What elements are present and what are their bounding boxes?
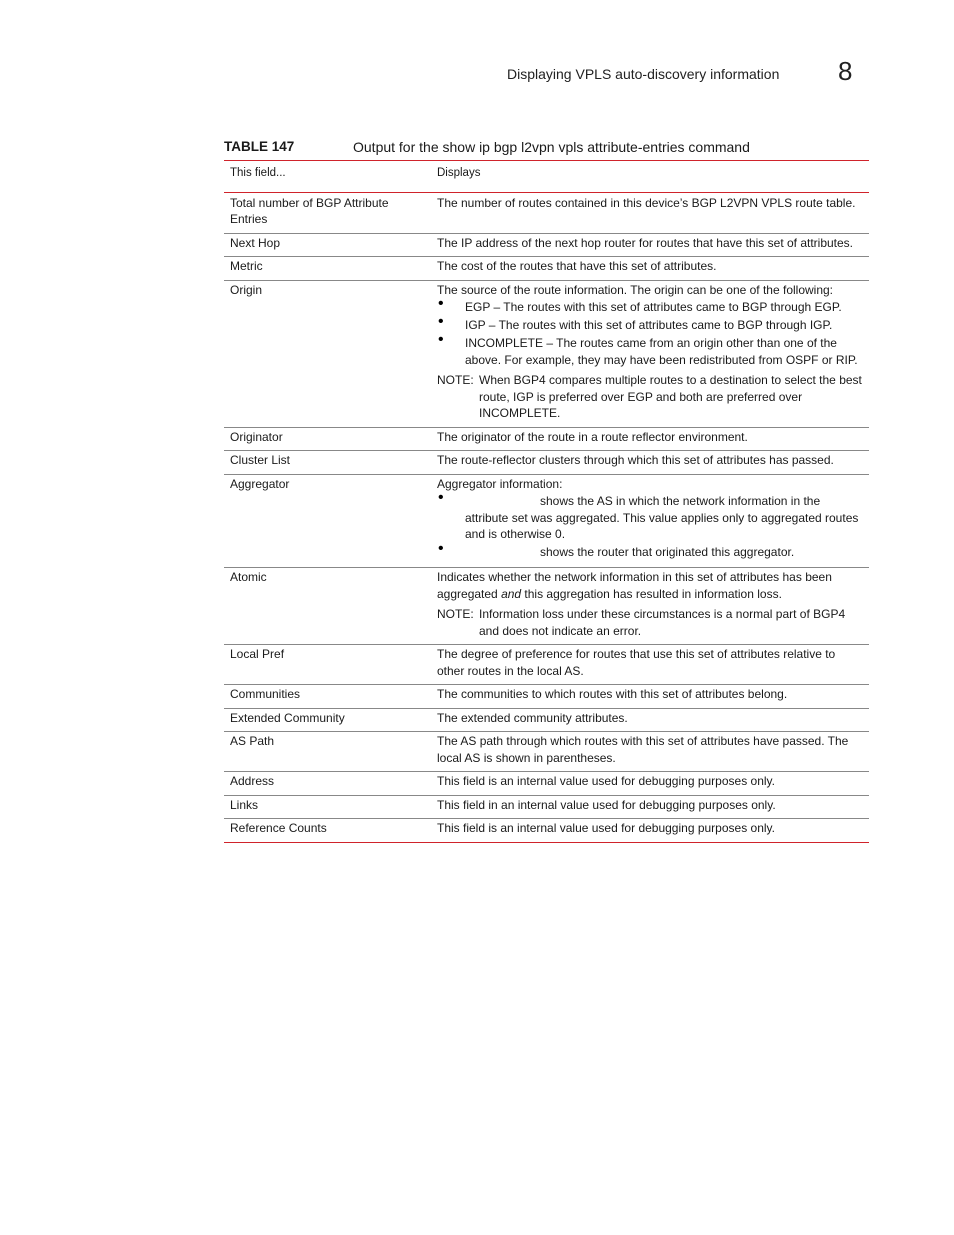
table-row <box>224 451 869 475</box>
column-header-displays: Displays <box>431 161 869 193</box>
table-row <box>224 819 869 843</box>
table-row <box>224 685 869 709</box>
field-name: Metric <box>224 257 431 281</box>
field-name: Aggregator <box>224 474 431 568</box>
reference-table <box>224 160 869 843</box>
list-item: • INCOMPLETE – The routes came from an origin other than one of the above. For example, they may have been redistributed from OSPF or RIP. <box>437 335 863 368</box>
note-text: Information loss under these circumstances is a normal part of BGP4 and does not indicate an error. <box>479 607 846 638</box>
field-name: Next Hop <box>224 233 431 257</box>
origin-intro: The source of the route information. The origin can be one of the following: <box>437 282 834 297</box>
field-description: This field in an internal value used for debugging purposes only. <box>431 795 869 819</box>
table-row <box>224 772 869 796</box>
field-name: Atomic <box>224 568 431 645</box>
field-name: Originator <box>224 427 431 451</box>
list-item <box>437 544 863 561</box>
field-name: Extended Community <box>224 708 431 732</box>
field-name: Links <box>224 795 431 819</box>
aggregator-intro: Aggregator information: <box>437 476 563 491</box>
column-header-field: This field... <box>224 161 431 193</box>
field-description-aggregator <box>431 474 869 568</box>
table-row <box>224 280 869 427</box>
field-description: This field is an internal value used for debugging purposes only. <box>437 821 775 835</box>
desc-emphasis: and <box>501 586 522 601</box>
list-item: • IGP – The routes with this set of attributes came to BGP through IGP. <box>437 317 863 334</box>
table-row <box>224 257 869 281</box>
field-description: The originator of the route in a route reflector environment. <box>431 427 869 451</box>
field-description-origin <box>431 280 869 427</box>
field-name: Origin <box>224 280 431 427</box>
aggregator-list <box>437 493 863 561</box>
note-text: When BGP4 compares multiple routes to a destination to select the best route, IGP is preferred over EGP and both are preferred over INCOMPLETE. <box>479 373 862 420</box>
field-name: Reference Counts <box>230 821 327 835</box>
list-item-text: shows the AS in which the network information in the attribute set was aggregated. This value applies only to aggregated routes and is otherwise 0. <box>465 494 859 541</box>
field-description-atomic <box>431 568 869 645</box>
table-row <box>224 568 869 645</box>
field-name: Address <box>224 772 431 796</box>
field-description: The degree of preference for routes that use this set of attributes relative to other routes in the local AS. <box>431 645 869 685</box>
field-description: The extended community attributes. <box>431 708 869 732</box>
desc-part: this aggregation has resulted in information loss. <box>521 586 782 601</box>
field-name: Cluster List <box>224 451 431 475</box>
note-label: NOTE: <box>437 373 474 387</box>
chapter-number: 8 <box>838 56 853 86</box>
field-description: This field is an internal value used for debugging purposes only. <box>431 772 869 796</box>
desc-part: Indicates whether the network information in this set of attributes has been aggregated <box>437 570 832 601</box>
table-row <box>224 732 869 772</box>
field-name: Total number of BGP Attribute Entries <box>224 192 431 233</box>
field-description: The cost of the routes that have this set of attributes. <box>431 257 869 281</box>
field-description: The AS path through which routes with this set of attributes have passed. The local AS is shown in parentheses. <box>431 732 869 772</box>
list-item-text: shows the router that originated this aggregator. <box>540 545 795 559</box>
origin-list <box>437 299 863 368</box>
table-row <box>224 427 869 451</box>
table-row <box>224 474 869 568</box>
field-name: AS Path <box>224 732 431 772</box>
table-row <box>224 233 869 257</box>
field-name: Local Pref <box>224 645 431 685</box>
note-label: NOTE: <box>437 607 474 621</box>
table-number: TABLE 147 <box>224 139 295 154</box>
note <box>437 606 863 639</box>
note <box>437 372 863 422</box>
atomic-description <box>437 569 863 602</box>
field-description: The number of routes contained in this device’s BGP L2VPN VPLS route table. <box>431 192 869 233</box>
section-title: Displaying VPLS auto-discovery information <box>507 66 780 82</box>
field-description: The IP address of the next hop router for routes that have this set of attributes. <box>431 233 869 257</box>
table-title: Output for the show ip bgp l2vpn vpls attribute-entries command <box>353 139 750 155</box>
table-header-row <box>224 161 869 193</box>
field-description: The route-reflector clusters through which this set of attributes has passed. <box>431 451 869 475</box>
field-description: The communities to which routes with this set of attributes belong. <box>431 685 869 709</box>
list-item: • EGP – The routes with this set of attributes came to BGP through EGP. <box>437 299 863 316</box>
table-row <box>224 708 869 732</box>
list-item <box>437 493 863 543</box>
field-name: Communities <box>224 685 431 709</box>
table-row <box>224 192 869 233</box>
table-row <box>224 645 869 685</box>
table-row <box>224 795 869 819</box>
